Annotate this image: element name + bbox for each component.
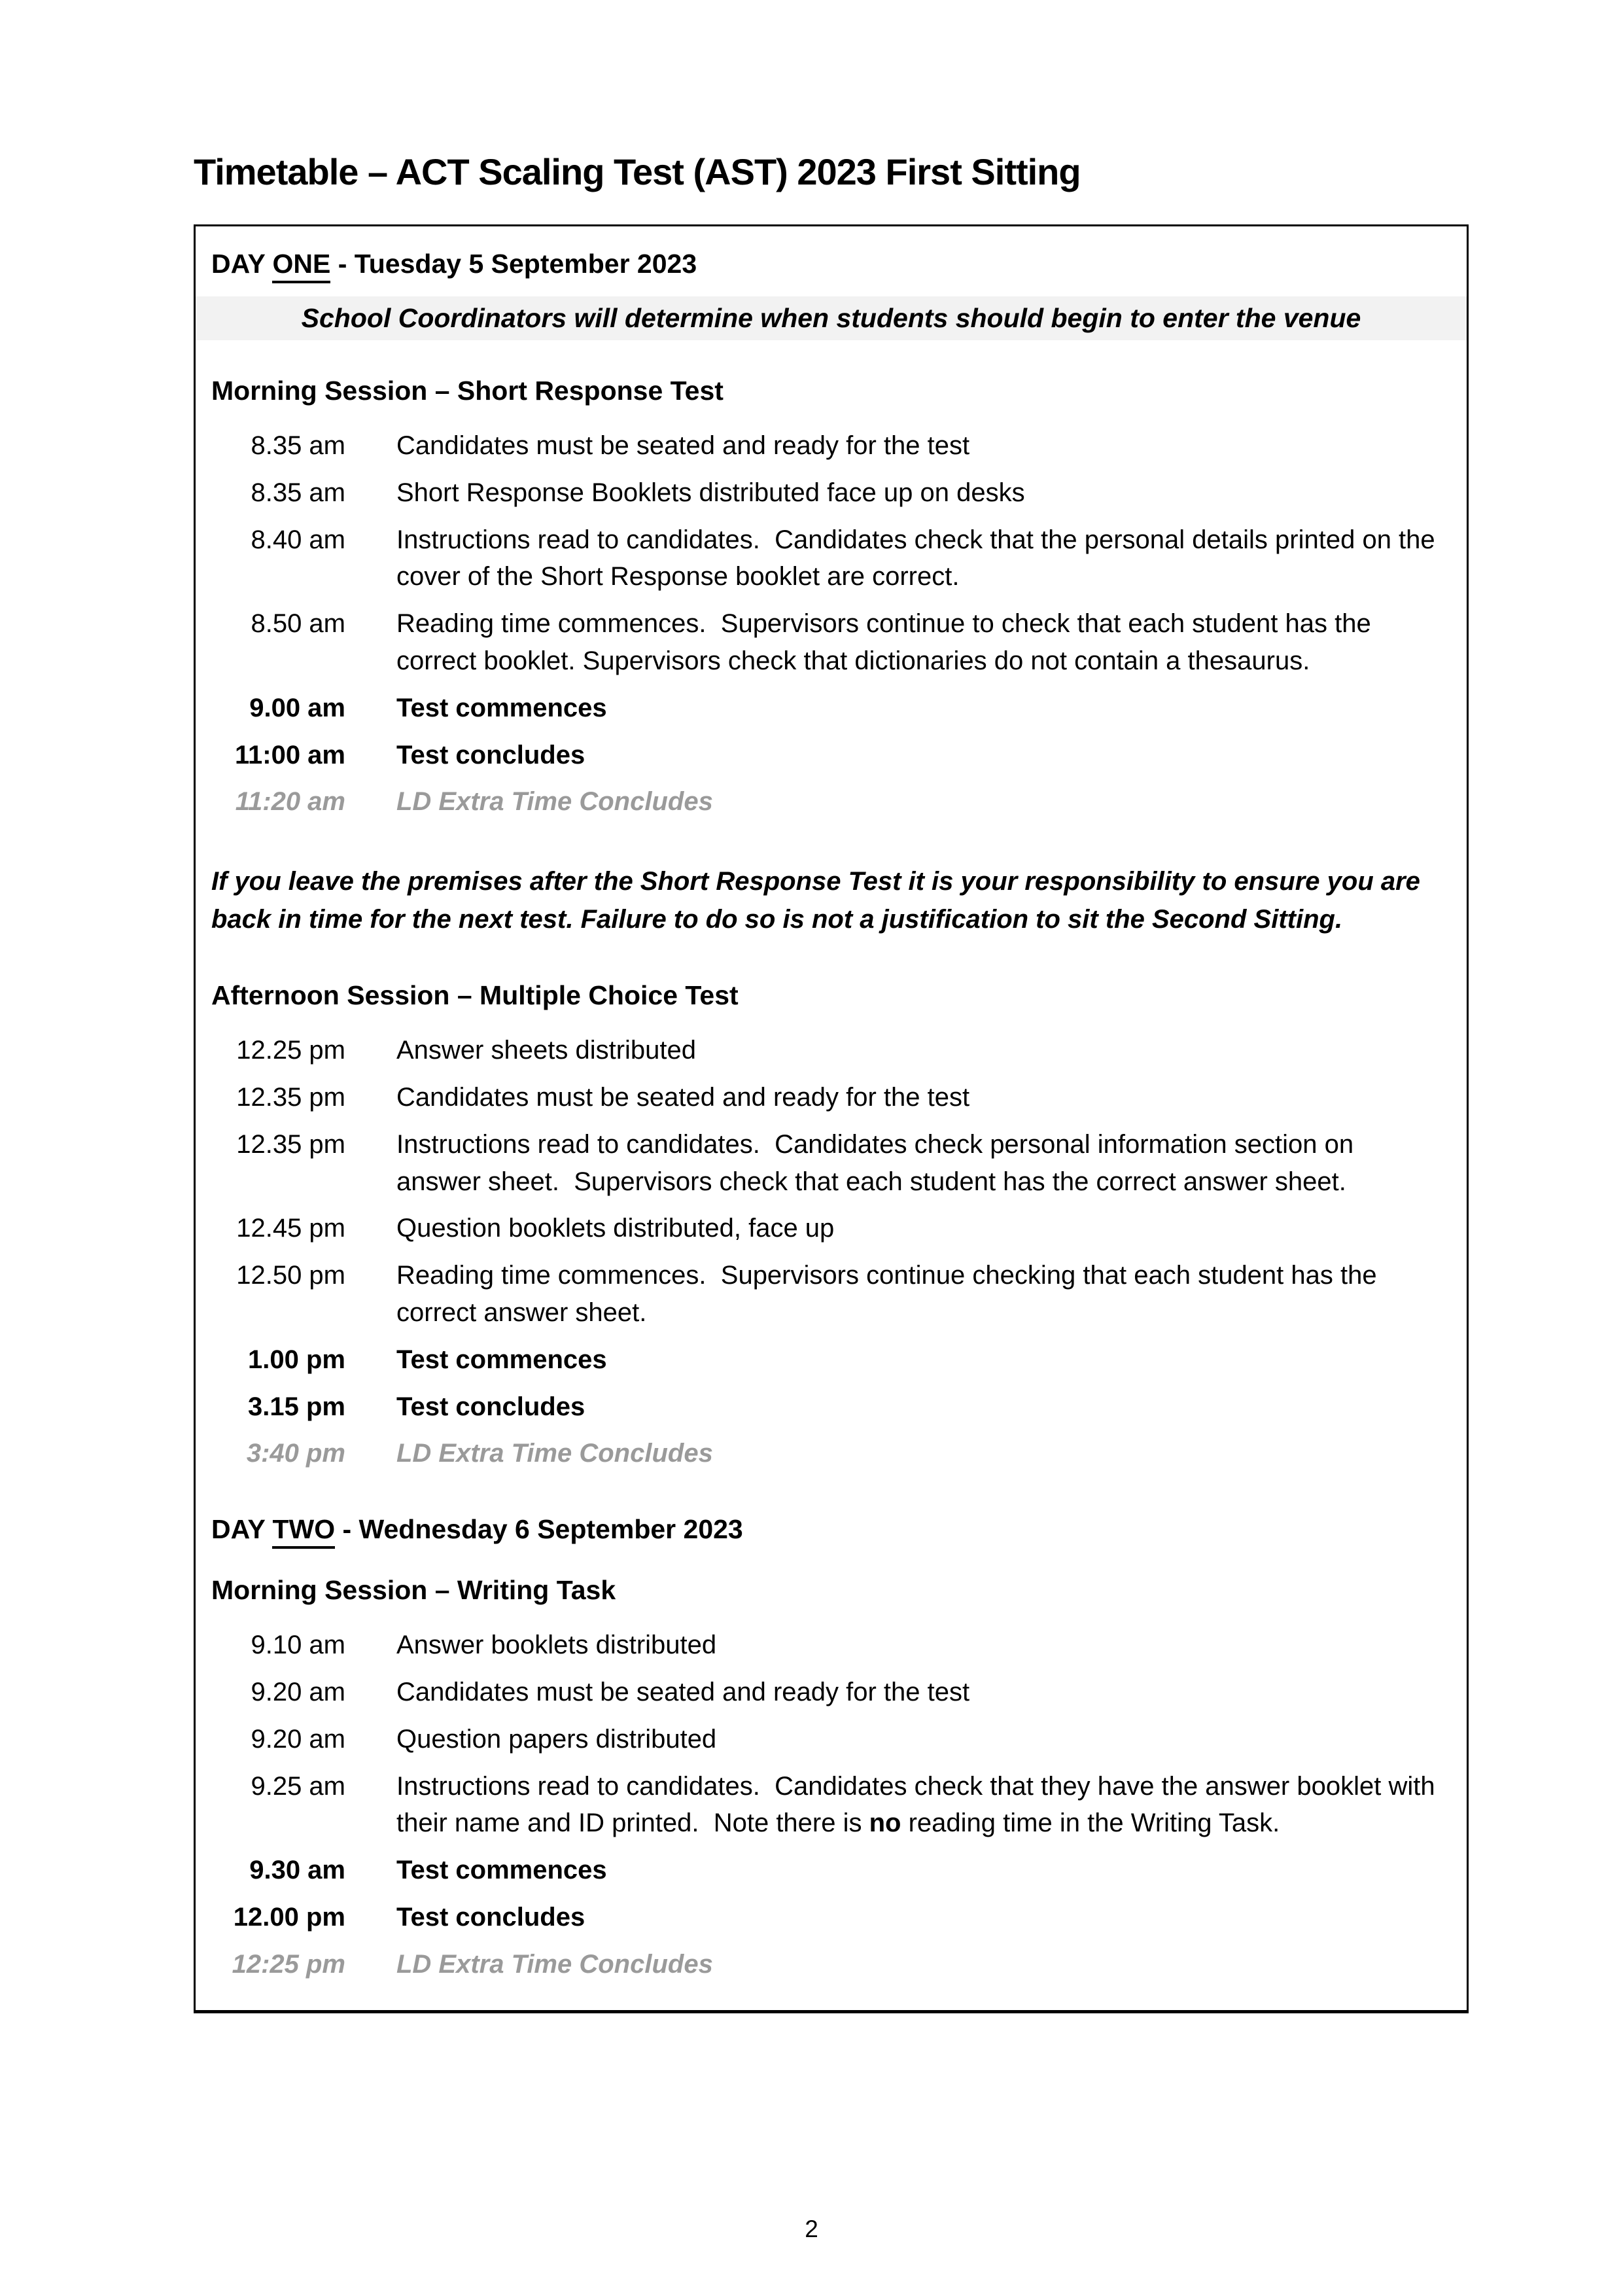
entry-time: 12.25 pm xyxy=(236,1036,345,1065)
entry-description: Short Response Booklets distributed face up on desks xyxy=(396,478,1025,507)
entry-text-segment: Instructions read to candidates. Candidates check that they have the answer booklet with their name and ID printed. Note there is xyxy=(396,1771,1435,1838)
timetable-entry xyxy=(211,1257,1440,1332)
entry-time: 8.35 am xyxy=(251,431,345,460)
entry-description: Test commences xyxy=(396,693,607,722)
entry-description: Test commences xyxy=(396,1345,607,1374)
timetable-entry xyxy=(211,605,1440,680)
entry-description: Instructions read to candidates. Candidates check that the personal details printed on the cover of the Short Response booklet are correct. xyxy=(396,525,1435,592)
session-heading: Morning Session – Writing Task xyxy=(211,1575,616,1606)
warning-note: If you leave the premises after the Short Response Test it is your responsibility to ensure you are back in time for the next test. Failure to do so is not a justification to sit the Second Sitting. xyxy=(211,867,1420,934)
entry-time: 9.00 am xyxy=(249,693,345,722)
entry-description: Answer sheets distributed xyxy=(396,1036,697,1065)
page-title: Timetable – ACT Scaling Test (AST) 2023 First Sitting xyxy=(194,151,1081,192)
entry-time: 1.00 pm xyxy=(248,1345,345,1374)
day-heading-day: TWO xyxy=(272,1514,335,1549)
entry-time: 3:40 pm xyxy=(246,1439,345,1468)
entry-description: Answer booklets distributed xyxy=(396,1631,717,1660)
timetable-entry xyxy=(211,1899,1440,1936)
entry-time: 12.35 pm xyxy=(236,1082,345,1112)
entry-time: 11:00 am xyxy=(234,740,345,769)
timetable-entry xyxy=(211,1435,1440,1472)
timetable-box xyxy=(194,224,1469,2013)
entry-description: Candidates must be seated and ready for the test xyxy=(396,1082,970,1112)
timetable-entry xyxy=(211,1341,1440,1379)
timetable-entry xyxy=(211,1852,1440,1889)
entry-description: LD Extra Time Concludes xyxy=(396,1439,713,1468)
entry-description: Candidates must be seated and ready for the test xyxy=(396,431,970,460)
entry-description: Reading time commences. Supervisors continue checking that each student has the correct answer sheet. xyxy=(396,1261,1377,1327)
entry-time: 12.50 pm xyxy=(236,1261,345,1290)
entry-description: Question papers distributed xyxy=(396,1724,717,1754)
entry-description: Test commences xyxy=(396,1856,607,1885)
timetable-entry xyxy=(211,690,1440,727)
entry-time: 3.15 pm xyxy=(248,1392,345,1421)
notice-banner: School Coordinators will determine when students should begin to enter the venue xyxy=(196,296,1467,340)
timetable-entry xyxy=(211,1210,1440,1247)
timetable-entry xyxy=(211,1627,1440,1664)
timetable-entry xyxy=(211,1032,1440,1069)
day-heading-day: ONE xyxy=(272,249,330,283)
entry-time: 8.40 am xyxy=(251,525,345,554)
entry-description: Test concludes xyxy=(396,1392,585,1421)
entry-description: Question booklets distributed, face up xyxy=(396,1214,835,1243)
timetable-entry xyxy=(211,474,1440,512)
entry-text-segment: no xyxy=(869,1809,901,1838)
day-heading-date: - Tuesday 5 September 2023 xyxy=(330,249,697,279)
session-heading: Afternoon Session – Multiple Choice Test xyxy=(211,980,739,1011)
day-heading-date: - Wednesday 6 September 2023 xyxy=(335,1514,743,1545)
timetable-entry xyxy=(211,1768,1440,1843)
entry-time: 12.00 pm xyxy=(233,1902,345,1932)
entry-description xyxy=(396,1768,1440,1843)
timetable-entry xyxy=(211,1079,1440,1116)
entry-description: LD Extra Time Concludes xyxy=(396,787,713,817)
entry-time: 12.35 pm xyxy=(236,1129,345,1159)
page-number: 2 xyxy=(805,2216,818,2242)
entry-text-segment: reading time in the Writing Task. xyxy=(901,1809,1280,1838)
entry-description: LD Extra Time Concludes xyxy=(396,1949,713,1979)
entry-time: 9.20 am xyxy=(251,1677,345,1706)
timetable-entry xyxy=(211,521,1440,596)
timetable-entry xyxy=(211,1126,1440,1201)
entry-time: 9.25 am xyxy=(251,1771,345,1801)
timetable-entry xyxy=(211,1721,1440,1758)
timetable-entry xyxy=(211,1674,1440,1711)
session-heading: Morning Session – Short Response Test xyxy=(211,376,724,406)
entry-description: Test concludes xyxy=(396,740,585,769)
entry-description: Reading time commences. Supervisors continue to check that each student has the correct booklet. Supervisors check that dictionaries do not contain a thesaurus. xyxy=(396,609,1371,675)
timetable-entry xyxy=(211,737,1440,774)
day-heading-prefix: DAY xyxy=(211,1514,273,1545)
entry-time: 12:25 pm xyxy=(232,1949,345,1979)
day-heading xyxy=(211,1514,1440,1545)
timetable-entry xyxy=(211,427,1440,465)
entry-description: Test concludes xyxy=(396,1902,585,1932)
timetable-entry xyxy=(211,1388,1440,1426)
entry-time: 12.45 pm xyxy=(236,1214,345,1243)
timetable-entry xyxy=(211,1946,1440,1983)
entry-time: 8.35 am xyxy=(251,478,345,507)
entry-time: 11:20 am xyxy=(235,787,345,817)
entry-time: 8.50 am xyxy=(251,609,345,639)
day-heading xyxy=(211,249,1440,279)
entry-description: Instructions read to candidates. Candidates check personal information section on answer sheet. Supervisors check that each student has the correct answer sheet. xyxy=(396,1129,1354,1196)
entry-description: Candidates must be seated and ready for the test xyxy=(396,1677,970,1706)
day-heading-prefix: DAY xyxy=(211,249,273,279)
timetable-entry xyxy=(211,783,1440,821)
entry-time: 9.30 am xyxy=(249,1856,345,1885)
entry-time: 9.20 am xyxy=(251,1724,345,1754)
entry-time: 9.10 am xyxy=(251,1631,345,1660)
